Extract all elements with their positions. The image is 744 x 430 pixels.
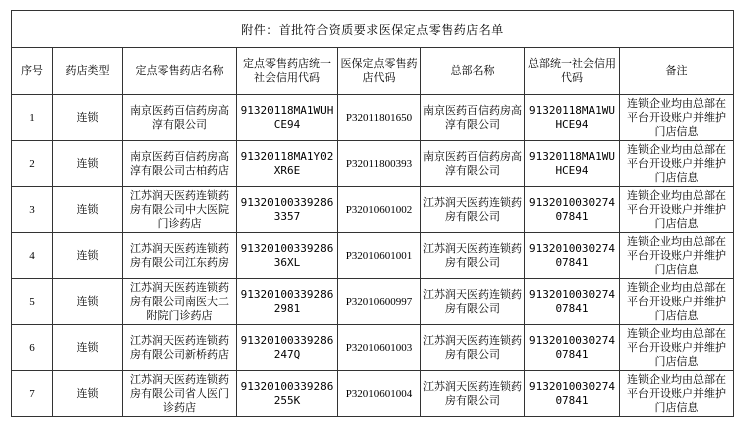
- cell-insurance-code: P32010601003: [338, 325, 421, 371]
- cell-type: 连锁: [53, 141, 123, 187]
- cell-remark: 连锁企业均由总部在平台开设账户并维护门店信息: [620, 95, 734, 141]
- table-row: [12, 187, 734, 233]
- table-row: [12, 95, 734, 141]
- cell-type: 连锁: [53, 371, 123, 417]
- cell-seq: 6: [12, 325, 53, 371]
- cell-remark: 连锁企业均由总部在平台开设账户并维护门店信息: [620, 279, 734, 325]
- cell-seq: 5: [12, 279, 53, 325]
- cell-seq: 2: [12, 141, 53, 187]
- cell-seq: 7: [12, 371, 53, 417]
- table-row: [12, 279, 734, 325]
- header-type: 药店类型: [53, 48, 123, 95]
- header-credit: 定点零售药店统一社会信用代码: [237, 48, 338, 95]
- header-hq: 总部名称: [421, 48, 525, 95]
- table-row: [12, 141, 734, 187]
- header-seq: 序号: [12, 48, 53, 95]
- title-row: [12, 11, 734, 48]
- pharmacy-list-sheet: [11, 10, 733, 421]
- cell-hq-credit-code: 91320118MA1WUHCE94: [525, 141, 620, 187]
- cell-hq-name: 南京医药百信药房高淳有限公司: [421, 141, 525, 187]
- cell-remark: 连锁企业均由总部在平台开设账户并维护门店信息: [620, 371, 734, 417]
- cell-seq: 3: [12, 187, 53, 233]
- header-name: 定点零售药店名称: [123, 48, 237, 95]
- cell-credit-code: 913201003392863357: [237, 187, 338, 233]
- cell-credit-code: 9132010033928636XL: [237, 233, 338, 279]
- cell-hq-credit-code: 91320118MA1WUHCE94: [525, 95, 620, 141]
- cell-hq-name: 江苏润天医药连锁药房有限公司: [421, 187, 525, 233]
- cell-hq-credit-code: 913201003027407841: [525, 187, 620, 233]
- cell-insurance-code: P32010601004: [338, 371, 421, 417]
- cell-store-name: 南京医药百信药房高淳有限公司: [123, 95, 237, 141]
- cell-seq: 4: [12, 233, 53, 279]
- cell-remark: 连锁企业均由总部在平台开设账户并维护门店信息: [620, 233, 734, 279]
- cell-credit-code: 91320118MA1Y02XR6E: [237, 141, 338, 187]
- cell-insurance-code: P32010600997: [338, 279, 421, 325]
- cell-seq: 1: [12, 95, 53, 141]
- cell-store-name: 江苏润天医药连锁药房有限公司南医大二附院门诊药店: [123, 279, 237, 325]
- cell-insurance-code: P32011801650: [338, 95, 421, 141]
- cell-store-name: 江苏润天医药连锁药房有限公司中大医院门诊药店: [123, 187, 237, 233]
- cell-remark: 连锁企业均由总部在平台开设账户并维护门店信息: [620, 325, 734, 371]
- pharmacy-table: [11, 10, 734, 417]
- cell-insurance-code: P32010601001: [338, 233, 421, 279]
- table-row: [12, 371, 734, 417]
- cell-hq-name: 江苏润天医药连锁药房有限公司: [421, 279, 525, 325]
- cell-hq-name: 江苏润天医药连锁药房有限公司: [421, 325, 525, 371]
- cell-hq-credit-code: 913201003027407841: [525, 371, 620, 417]
- cell-hq-credit-code: 913201003027407841: [525, 279, 620, 325]
- cell-store-name: 江苏润天医药连锁药房有限公司江东药房: [123, 233, 237, 279]
- cell-remark: 连锁企业均由总部在平台开设账户并维护门店信息: [620, 187, 734, 233]
- cell-store-name: 江苏润天医药连锁药房有限公司省人医门诊药店: [123, 371, 237, 417]
- cell-store-name: 南京医药百信药房高淳有限公司古柏药店: [123, 141, 237, 187]
- cell-remark: 连锁企业均由总部在平台开设账户并维护门店信息: [620, 141, 734, 187]
- cell-hq-credit-code: 913201003027407841: [525, 325, 620, 371]
- cell-store-name: 江苏润天医药连锁药房有限公司新桥药店: [123, 325, 237, 371]
- cell-hq-credit-code: 913201003027407841: [525, 233, 620, 279]
- cell-type: 连锁: [53, 187, 123, 233]
- cell-type: 连锁: [53, 95, 123, 141]
- cell-type: 连锁: [53, 279, 123, 325]
- header-code: 医保定点零售药店代码: [338, 48, 421, 95]
- cell-insurance-code: P32010601002: [338, 187, 421, 233]
- cell-type: 连锁: [53, 325, 123, 371]
- cell-credit-code: 91320100339286255K: [237, 371, 338, 417]
- cell-hq-name: 江苏润天医药连锁药房有限公司: [421, 233, 525, 279]
- header-hq-credit: 总部统一社会信用代码: [525, 48, 620, 95]
- table-row: [12, 233, 734, 279]
- cell-credit-code: 913201003392862981: [237, 279, 338, 325]
- cell-credit-code: 91320118MA1WUHCE94: [237, 95, 338, 141]
- cell-type: 连锁: [53, 233, 123, 279]
- table-row: [12, 325, 734, 371]
- cell-credit-code: 91320100339286247Q: [237, 325, 338, 371]
- cell-hq-name: 江苏润天医药连锁药房有限公司: [421, 371, 525, 417]
- cell-insurance-code: P32011800393: [338, 141, 421, 187]
- page-title: 附件：首批符合资质要求医保定点零售药店名单: [12, 11, 734, 48]
- header-remark: 备注: [620, 48, 734, 95]
- cell-hq-name: 南京医药百信药房高淳有限公司: [421, 95, 525, 141]
- header-row: [12, 48, 734, 95]
